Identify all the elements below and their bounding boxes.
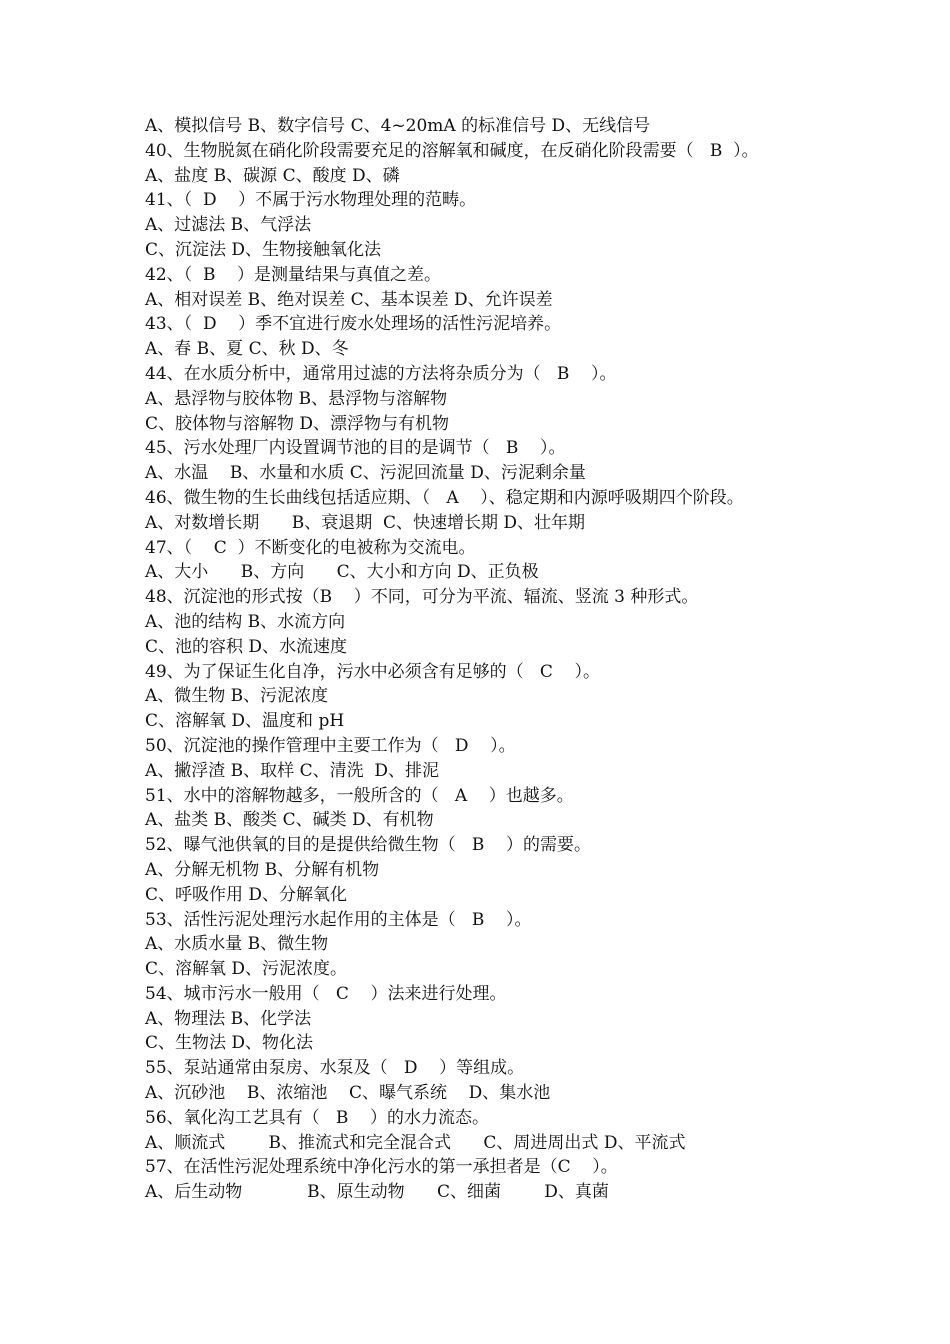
question-48: 48、沉淀池的形式按（B ）不同，可分为平流、辐流、竖流 3 种形式。 [145, 587, 699, 608]
question-46: 46、微生物的生长曲线包括适应期、（ A ）、稳定期和内源呼吸期四个阶段。 [145, 487, 744, 508]
answer-options-49-a: A、微生物 B、污泥浓度 [145, 686, 329, 707]
question-50: 50、沉淀池的操作管理中主要工作为（ D ）。 [145, 735, 516, 756]
answer-options-45: A、水温 B、水量和水质 C、污泥回流量 D、污泥剩余量 [145, 463, 586, 484]
question-52: 52、曝气池供氧的目的是提供给微生物（ B ）的需要。 [145, 835, 591, 856]
answer-options-44-c: C、胶体物与溶解物 D、漂浮物与有机物 [145, 413, 450, 434]
answer-options-55: A、沉砂池 B、浓缩池 C、曝气系统 D、集水池 [145, 1083, 551, 1104]
question-43: 43、（ D ）季不宜进行废水处理场的活性污泥培养。 [145, 314, 562, 335]
answer-options-43: A、春 B、夏 C、秋 D、冬 [145, 339, 349, 360]
question-54: 54、城市污水一般用（ C ）法来进行处理。 [145, 983, 507, 1004]
answer-options-52-c: C、呼吸作用 D、分解氧化 [145, 884, 348, 905]
answer-options-41-a: A、过滤法 B、气浮法 [145, 215, 312, 236]
answer-options-51: A、盐类 B、酸类 C、碱类 D、有机物 [145, 810, 434, 831]
answer-options-40: A、盐度 B、碳源 C、酸度 D、磷 [145, 165, 400, 186]
answer-options-48-a: A、池的结构 B、水流方向 [145, 611, 346, 632]
answer-options-50: A、撇浮渣 B、取样 C、清洗 D、排泥 [145, 760, 440, 781]
question-56: 56、氧化沟工艺具有（ B ）的水力流态。 [145, 1107, 489, 1128]
question-47: 47、（ C ）不断变化的电被称为交流电。 [145, 537, 476, 558]
answer-options-53-a: A、水质水量 B、微生物 [145, 934, 329, 955]
question-53: 53、活性污泥处理污水起作用的主体是（ B ）。 [145, 909, 532, 930]
answer-options-56: A、顺流式 B、推流式和完全混合式 C、周进周出式 D、平流式 [145, 1132, 686, 1153]
answer-options-42: A、相对误差 B、绝对误差 C、基本误差 D、允许误差 [145, 289, 553, 310]
answer-options-57: A、后生动物 B、原生动物 C、细菌 D、真菌 [145, 1182, 609, 1203]
question-51: 51、水中的溶解物越多，一般所含的（ A ）也越多。 [145, 785, 574, 806]
answer-options-54-c: C、生物法 D、物化法 [145, 1033, 314, 1054]
answer-options-53-c: C、溶解氧 D、污泥浓度。 [145, 959, 348, 980]
question-41: 41、（ D ）不属于污水物理处理的范畴。 [145, 190, 477, 211]
question-40: 40、生物脱氮在硝化阶段需要充足的溶解氧和碱度，在反硝化阶段需要（ B ）。 [145, 140, 759, 161]
question-42: 42、（ B ）是测量结果与真值之差。 [145, 264, 442, 285]
answer-options-48-c: C、池的容积 D、水流速度 [145, 636, 348, 657]
question-55: 55、泵站通常由泵房、水泵及（ D ）等组成。 [145, 1058, 525, 1079]
question-list [145, 114, 865, 1205]
answer-options-41-c: C、沉淀法 D、生物接触氧化法 [145, 239, 382, 260]
question-44: 44、在水质分析中，通常用过滤的方法将杂质分为（ B ）。 [145, 363, 617, 384]
question-49: 49、为了保证生化自净，污水中必须含有足够的（ C ）。 [145, 661, 600, 682]
answer-options-47: A、大小 B、方向 C、大小和方向 D、正负极 [145, 562, 539, 583]
answer-options-46: A、对数增长期 B、衰退期 C、快速增长期 D、壮年期 [145, 512, 586, 533]
answer-options-44-a: A、悬浮物与胶体物 B、悬浮物与溶解物 [145, 388, 448, 409]
question-45: 45、污水处理厂内设置调节池的目的是调节（ B ）。 [145, 438, 566, 459]
answer-options-52-a: A、分解无机物 B、分解有机物 [145, 859, 380, 880]
answer-options-39: A、模拟信号 B、数字信号 C、4~20mA 的标准信号 D、无线信号 [145, 116, 651, 136]
answer-options-54-a: A、物理法 B、化学法 [145, 1008, 312, 1029]
question-57: 57、在活性污泥处理系统中净化污水的第一承担者是（C ）。 [145, 1157, 618, 1178]
answer-options-49-c: C、溶解氧 D、温度和 pH [145, 711, 345, 732]
